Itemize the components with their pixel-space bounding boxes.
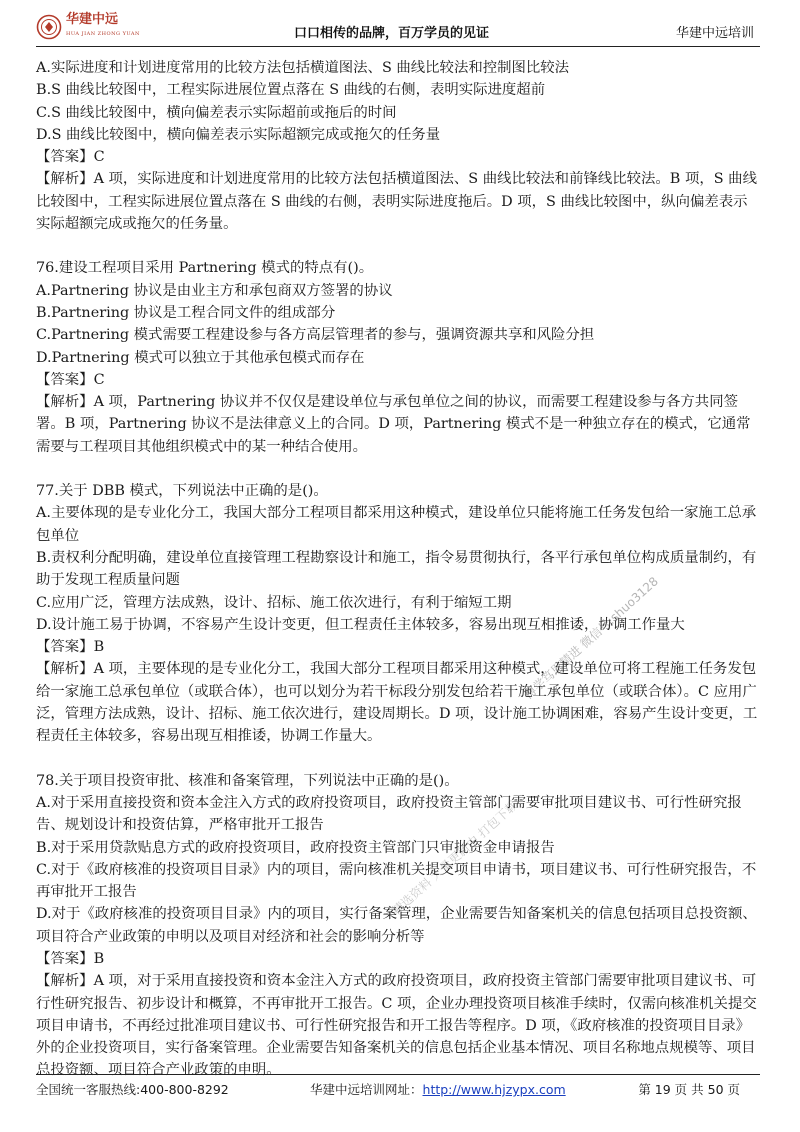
q77-option-c: C.应用广泛，管理方法成熟，设计、招标、施工依次进行，有利于缩短工期	[36, 594, 512, 611]
q78-option-b: B.对于采用贷款贴息方式的政府投资项目，政府投资主管部门只审批资金申请报告	[36, 839, 555, 856]
q76-option-c: C.Partnering 模式需要工程建设参与各方高层管理者的参与，强调资源共享和风险分担	[36, 327, 595, 344]
q76-option-a: A.Partnering 协议是由业主方和承包商双方签署的协议	[36, 282, 393, 299]
q76-question: 76.建设工程项目采用 Partnering 模式的特点有()。	[36, 260, 374, 277]
q78-answer: 【答案】B	[36, 950, 105, 967]
spacer	[36, 748, 760, 770]
q78-option-c: C.对于《政府核准的投资项目目录》内的项目，需向核准机关提交项目申请书，项目建议书、可行性研究报告，不再审批开工报告	[36, 861, 757, 901]
page-header	[36, 10, 760, 47]
page-number: 第 19 页 共 50 页	[638, 1082, 740, 1097]
footer-site	[310, 1080, 566, 1098]
page-footer	[36, 1074, 760, 1097]
q78-question: 78.关于项目投资审批、核准和备案管理，下列说法中正确的是()。	[36, 772, 459, 789]
q78-analysis: 【解析】A 项，对于采用直接投资和资本金注入方式的政府投资项目，政府投资主管部门需要审批项目建议书、可行性研究报告、初步设计和概算，不再审批开工报告。C 项，企业办理投资项目核准手续时，仅需向核准机关提交项目申请书，不再经过批准项目建议书、可行性研究报告和开工报告等程序。D 项，《政府核准的投资项目目录》外的企业投资项目，实行备案管理。企业需要告知备案机关的信息包括企业基本情况、项目名称地点规模等、项目总投资额、项目符合产业政策的申明。	[36, 973, 757, 1079]
footer-site-label: 华建中远培训网址：	[310, 1082, 423, 1097]
document-body	[36, 57, 760, 1082]
q77-analysis: 【解析】A 项，主要体现的是专业化分工，我国大部分工程项目都采用这种模式，建设单位可将工程施工任务发包给一家施工总承包单位（或联合体），也可以划分为若干标段分别发包给若干施工承包单位（或联合体）。C 应用广泛，管理方法成熟，设计、招标、施工依次进行，建设周期长。D 项，设计施工协调困难，容易产生设计变更，工程责任主体较多，容易出现互相推诿，协调工作量大。	[36, 661, 758, 745]
q76-analysis: 【解析】A 项，Partnering 协议并不仅仅是建设单位与承包单位之间的协议，而需要工程建设参与各方共同签署。B 项，Partnering 协议不是法律意义上的合同。D 项，Partnering 模式不是一种独立存在的模式，它通常需要与工程项目其他组织模式中的某一种结合使用。	[36, 394, 751, 455]
q76-option-d: D.Partnering 模式可以独立于其他承包模式而存在	[36, 349, 365, 366]
logo-subtitle: HUA JIAN ZHONG YUAN	[66, 31, 140, 37]
footer-hotline: 全国统一客服热线:400-800-8292	[36, 1082, 229, 1097]
q77-answer: 【答案】B	[36, 639, 105, 656]
q78-option-a: A.对于采用直接投资和资本金注入方式的政府投资项目，政府投资主管部门需要审批项目建议书、可行性研究报告、规划设计和投资估算，严格审批开工报告	[36, 794, 742, 834]
q77-question: 77.关于 DBB 模式，下列说法中正确的是()。	[36, 483, 328, 500]
q78-option-d: D.对于《政府核准的投资项目目录》内的项目，实行备案管理，企业需要告知备案机关的信息包括项目总投资额、项目符合产业政策的申明以及项目对经济和社会的影响分析等	[36, 906, 757, 945]
q77-option-b: B.责权利分配明确，建设单位直接管理工程勘察设计和施工，指令易贯彻执行，各平行承包单位构成质量制约，有助于发现工程质量问题	[36, 549, 757, 589]
q75-option-b: B.S 曲线比较图中，工程实际进展位置点落在 S 曲线的右侧，表明实际进度超前	[36, 82, 546, 99]
header-brand: 华建中远培训	[675, 26, 754, 41]
q75-answer: 【答案】C	[36, 149, 105, 166]
footer-site-link[interactable]: http://www.hjzypx.com	[422, 1082, 566, 1097]
q75-option-a: A.实际进度和计划进度常用的比较方法包括横道图法、S 曲线比较法和控制图比较法	[36, 60, 570, 76]
logo-text: 华建中远 HUA JIAN ZHONG YUAN	[66, 13, 140, 41]
spacer	[36, 235, 760, 257]
watermark: 博学笃思精进 微信号:shuo3128	[521, 574, 661, 702]
q76-option-b: B.Partnering 协议是工程合同文件的组成部分	[36, 304, 336, 321]
q77-option-a: A.主要体现的是专业化分工，我国大部分工程项目都采用这种模式，建设单位只能将施工任务发包给一家施工总承包单位	[36, 505, 757, 544]
q75-option-c: C.S 曲线比较图中，横向偏差表示实际超前或拖后的时间	[36, 104, 397, 121]
q76-answer: 【答案】C	[36, 371, 105, 388]
q77-option-d: D.设计施工易于协调，不容易产生设计变更，但工程责任主体较多，容易出现互相推诿，协调工作量大	[36, 616, 685, 633]
q75-option-d: D.S 曲线比较图中，横向偏差表示实际超额完成或拖欠的任务量	[36, 126, 441, 143]
logo-emblem-icon	[36, 14, 62, 40]
watermark-secondary: 精选资料 大量更新中 打包下载	[389, 797, 521, 918]
header-slogan: 口口相传的品牌，百万学员的见证	[294, 26, 490, 41]
q75-analysis: 【解析】A 项，实际进度和计划进度常用的比较方法包括横道图法、S 曲线比较法和前锋线比较法。B 项，S 曲线比较图中，工程实际进展位置点落在 S 曲线的右侧，表明实际进度拖后。D 项，S 曲线比较图中，纵向偏差表示实际超额完成或拖欠的任务量。	[36, 171, 757, 233]
spacer	[36, 458, 760, 480]
logo	[36, 10, 146, 44]
